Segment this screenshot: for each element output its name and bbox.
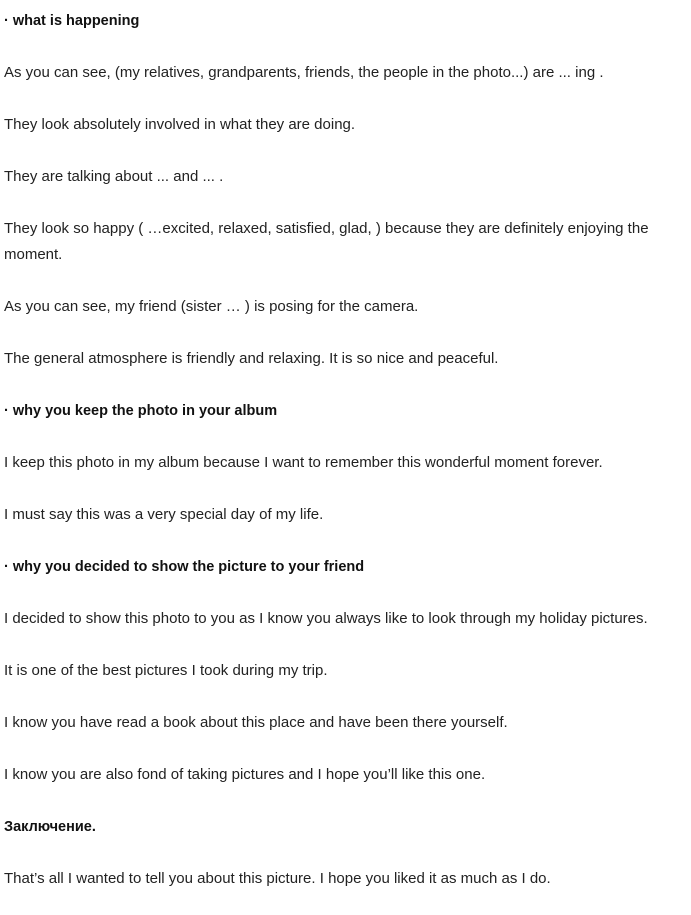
paragraph-line: It is one of the best pictures I took during my trip. — [4, 662, 328, 679]
paragraph-line: That’s all I wanted to tell you about this picture. I hope you liked it as much as I do. — [4, 870, 551, 887]
paragraph-line: I keep this photo in my album because I want to remember this wonderful moment forever. — [4, 454, 603, 471]
section-heading-what-is-happening: · what is happening — [4, 13, 140, 29]
paragraph-line: I decided to show this photo to you as I know you always like to look through my holiday pictures. — [4, 610, 648, 627]
section-heading-why-keep-photo: · why you keep the photo in your album — [4, 403, 278, 419]
paragraph-line: They look absolutely involved in what they are doing. — [4, 116, 356, 133]
paragraph-line: As you can see, (my relatives, grandparents, friends, the people in the photo...) are ... ing . — [4, 64, 604, 81]
paragraph-line: They look so happy ( …excited, relaxed, satisfied, glad, ) because they are definitely enjoying the moment. — [4, 220, 649, 263]
paragraph-line: I know you are also fond of taking pictures and I hope you’ll like this one. — [4, 766, 486, 783]
section-heading-conclusion: Заключение. — [4, 819, 96, 835]
paragraph-line: They are talking about ... and ... . — [4, 168, 224, 185]
paragraph-line: I must say this was a very special day of my life. — [4, 506, 324, 523]
paragraph-line: The general atmosphere is friendly and relaxing. It is so nice and peaceful. — [4, 350, 499, 367]
paragraph-line: As you can see, my friend (sister … ) is posing for the camera. — [4, 298, 419, 315]
section-heading-why-show-picture: · why you decided to show the picture to your friend — [4, 559, 365, 575]
paragraph-line: I know you have read a book about this place and have been there yourself. — [4, 714, 508, 731]
